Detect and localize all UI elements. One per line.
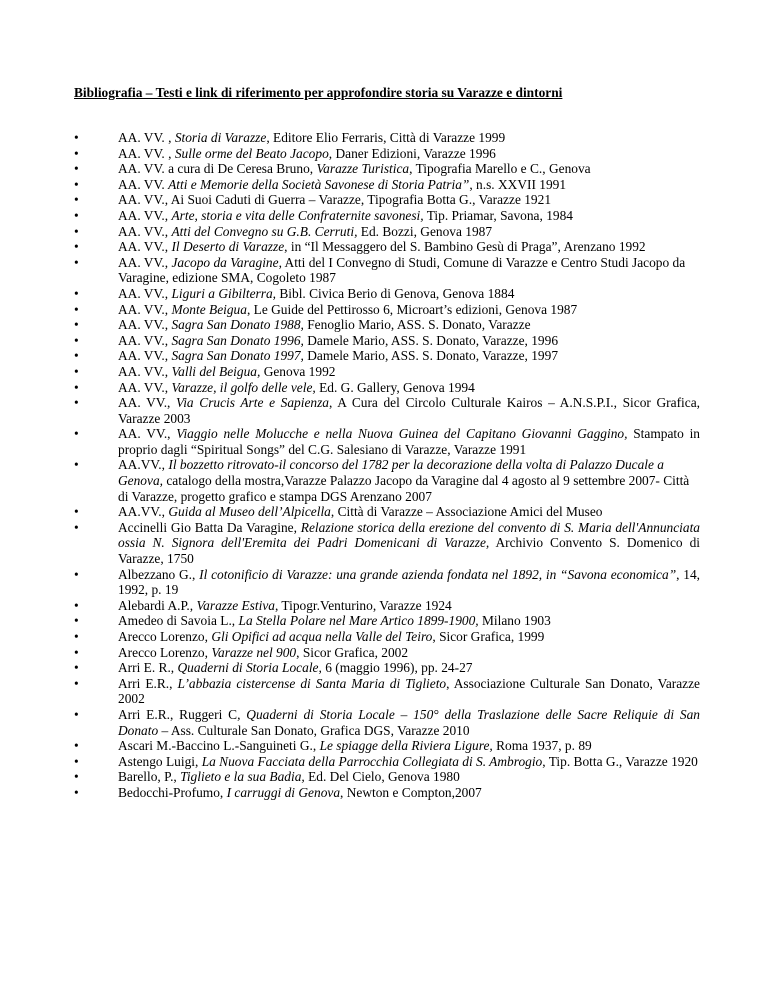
- bibliography-entry: [74, 333, 700, 349]
- entry-text: Arri E.R., Ruggeri C: [118, 706, 238, 722]
- entry-text: , Tipogr.Venturino, Varazze 1924: [274, 597, 452, 613]
- entry-text: Stampato in proprio dagli “Spiritual Songs” del C.G. Salesiano di Varazze, Varazze 1991: [118, 426, 700, 457]
- bibliography-entry: [74, 161, 700, 177]
- entry-text: Barello, P.,: [118, 769, 181, 785]
- bibliography-entry: [74, 130, 700, 146]
- entry-title: Atti del Convegno su G.B. Cerruti,: [171, 223, 358, 239]
- bibliography-entry: [74, 567, 700, 598]
- bibliography-entry: [74, 317, 700, 333]
- entry-text: AA. VV.,: [118, 348, 172, 364]
- entry-title: Viaggio nelle Molucche e nella Nuova Guinea del Capitano Giovanni Gaggino,: [176, 426, 628, 442]
- entry-title: , Quaderni di Storia Locale – 150° della Traslazione delle Sacre Reliquie di San Donato: [118, 706, 701, 738]
- entry-text: AA.VV.,: [118, 457, 169, 473]
- entry-text: Arri E. R.,: [118, 660, 178, 676]
- entry-text: , Sicor Grafica, 1999: [432, 629, 545, 644]
- document-title: Bibliografia – Testi e link di riferimento per approfondire storia su Varazze e dintorni: [74, 85, 563, 100]
- entry-text: , 14, 1992, p. 19: [118, 566, 701, 598]
- entry-title: Quaderni di Storia Locale,: [177, 660, 322, 676]
- entry-text: AA. VV.: [118, 176, 169, 192]
- bibliography-entry: [74, 192, 700, 208]
- entry-text: AA. VV.,: [118, 207, 172, 223]
- entry-title: Atti e Memorie della Società Savonese di Storia Patria”: [168, 176, 470, 192]
- entry-title: L’abbazia cistercense di Santa Maria di Tiglieto: [177, 675, 447, 691]
- bibliography-entry: [74, 380, 700, 396]
- bibliography-list: [74, 130, 700, 801]
- entry-text: Ed. G. Gallery, Genova 1994: [315, 379, 475, 395]
- entry-text: Fenoglio Mario, ASS. S. Donato, Varazze: [303, 317, 531, 333]
- entry-title: Sulle orme del Beato Jacopo: [174, 145, 329, 161]
- entry-title: Il bozzetto ritrovato-il concorso del 1782 per la decorazione della volta di Palazzo Ducale a Genova,: [118, 457, 664, 489]
- entry-title: Jacopo da Varagine: [171, 254, 279, 270]
- entry-text: AA. VV.,: [118, 332, 172, 348]
- entry-text: , Sicor Grafica, 2002: [296, 644, 409, 660]
- entry-text: AA.VV.,: [118, 504, 169, 520]
- bibliography-entry: [74, 224, 700, 240]
- entry-text: Alebardi A.P.,: [118, 597, 197, 613]
- entry-title: Storia di Varazze: [174, 130, 267, 145]
- entry-title: Varazze Estiva: [196, 597, 275, 613]
- entry-text: Ascari M.-Baccino L.-Sanguineti G.,: [118, 738, 320, 754]
- bibliography-entry: [74, 629, 700, 645]
- entry-text: catalogo della mostra,Varazze Palazzo Jacopo da Varagine dal 4 agosto al 9 settembre 2007- Città di Varazze, progetto grafico e stampa DGS Arenzano 2007: [118, 473, 690, 504]
- entry-text: Ed. Del Cielo, Genova 1980: [304, 769, 460, 785]
- entry-text: , in “Il Messaggero del S. Bambino Gesù di Praga”, Arenzano 1992: [284, 239, 646, 255]
- entry-text: Ed. Bozzi, Genova 1987: [357, 223, 493, 239]
- bibliography-entry: [74, 364, 700, 380]
- entry-text: Tip. Priamar, Savona, 1984: [423, 207, 573, 223]
- entry-title: Via Crucis Arte e Sapienza: [176, 395, 329, 411]
- bibliography-entry: [74, 286, 700, 302]
- entry-text: Archivio Convento S. Domenico di Varazze, 1750: [118, 535, 700, 567]
- entry-title: Gli Opifici ad acqua nella Valle del Teiro: [211, 629, 433, 644]
- bibliography-entry: [74, 769, 700, 785]
- entry-title: Valli del Beigua,: [171, 363, 261, 379]
- entry-text: , Le Guide del Pettirosso 6, Microart’s edizioni, Genova 1987: [246, 301, 578, 317]
- entry-text: Damele Mario, ASS. S. Donato, Varazze, 1996: [303, 332, 559, 348]
- bibliography-entry: [74, 754, 700, 770]
- entry-title: Sagra San Donato 1996,: [171, 332, 304, 348]
- entry-text: AA. VV. ,: [118, 130, 175, 145]
- bibliography-entry: [74, 613, 700, 629]
- entry-text: AA. VV.,: [118, 363, 172, 379]
- bibliography-entry: [74, 348, 700, 364]
- bibliography-entry: [74, 598, 700, 614]
- entry-text: Milano 1903: [478, 613, 551, 629]
- bibliography-entry: [74, 255, 700, 286]
- bibliography-entry: [74, 426, 700, 457]
- bibliography-entry: [74, 676, 700, 707]
- entry-text: Accinelli Gio Batta Da Varagine,: [118, 519, 301, 535]
- entry-text: , Città di Varazze – Associazione Amici del Museo: [330, 504, 603, 520]
- entry-text: AA. VV., Ai Suoi Caduti di Guerra – Varazze, Tipografia Botta G., Varazze 1921: [118, 192, 552, 208]
- entry-title: I carruggi di Genova: [226, 784, 341, 800]
- entry-text: , Tip. Botta G., Varazze 1920: [542, 753, 698, 769]
- entry-title: Varazze nel 900: [211, 644, 297, 660]
- entry-text: Roma 1937, p. 89: [492, 738, 592, 754]
- entry-title: Monte Beigua: [171, 301, 247, 317]
- entry-text: AA. VV.,: [118, 223, 172, 239]
- entry-text: , n.s. XXVII 1991: [469, 176, 567, 192]
- entry-text: Amedeo di Savoia L.,: [118, 613, 239, 629]
- entry-text: AA. VV.,: [118, 239, 172, 255]
- entry-text: AA. VV. ,: [118, 145, 175, 161]
- entry-text: AA. VV.,: [118, 285, 172, 301]
- entry-text: – Ass. Culturale San Donato, Grafica DGS, Varazze 2010: [158, 722, 470, 738]
- entry-text: AA. VV.,: [118, 254, 172, 270]
- entry-text: Damele Mario, ASS. S. Donato, Varazze, 1997: [303, 348, 559, 364]
- entry-text: Genova 1992: [260, 363, 336, 379]
- entry-title: Il Deserto di Varazze: [171, 239, 285, 255]
- entry-title: Il cotonificio di Varazze: una grande azienda fondata nel 1892, in “Savona economica”: [199, 566, 677, 582]
- entry-text: Arri E.R.,: [118, 675, 178, 691]
- bibliography-entry: [74, 208, 700, 224]
- entry-text: , Newton e Compton,2007: [340, 784, 482, 800]
- bibliography-entry: [74, 645, 700, 661]
- entry-title: Sagra San Donato 1988,: [171, 317, 304, 333]
- entry-text: AA. VV.,: [118, 317, 172, 333]
- bibliography-entry: [74, 395, 700, 426]
- entry-text: Arecco Lorenzo,: [118, 629, 212, 644]
- entry-text: Bibl. Civica Berio di Genova, Genova 1884: [276, 285, 515, 301]
- entry-text: AA. VV.,: [118, 426, 177, 442]
- entry-title: Liguri a Gibilterra,: [171, 285, 276, 301]
- bibliography-entry: [74, 302, 700, 318]
- entry-text: AA. VV.,: [118, 379, 172, 395]
- entry-text: 6 (maggio 1996), pp. 24-27: [321, 660, 473, 676]
- entry-text: , Tipografia Marello e C., Genova: [409, 161, 591, 177]
- entry-text: Bedocchi-Profumo,: [118, 784, 227, 800]
- bibliography-entry: [74, 457, 700, 504]
- entry-text: AA. VV.,: [118, 301, 172, 317]
- entry-text: Astengo Luigi,: [118, 753, 202, 769]
- entry-title: Varazze, il golfo delle vele,: [171, 379, 316, 395]
- entry-text: Albezzano G.,: [118, 566, 200, 582]
- entry-title: Sagra San Donato 1997,: [171, 348, 304, 364]
- bibliography-entry: [74, 504, 700, 520]
- bibliography-entry: [74, 177, 700, 193]
- entry-text: , Associazione Culturale San Donato, Varazze 2002: [118, 675, 700, 707]
- bibliography-entry: [74, 738, 700, 754]
- bibliography-entry: [74, 785, 700, 801]
- entry-text: Arecco Lorenzo,: [118, 644, 212, 660]
- bibliography-entry: [74, 520, 700, 567]
- entry-text: , Editore Elio Ferraris, Città di Varazze 1999: [266, 130, 506, 145]
- entry-title: La Nuova Facciata della Parrocchia Collegiata di S. Ambrogio: [201, 753, 543, 769]
- bibliography-entry: [74, 660, 700, 676]
- entry-title: Le spiagge della Riviera Ligure,: [319, 738, 493, 754]
- bibliography-entry: [74, 239, 700, 255]
- entry-text: AA. VV.,: [118, 395, 177, 411]
- entry-title: Relazione storica della erezione del convento di S. Maria dell'Annunciata ossia N. Signora dell'Eremita dei Padri Domenicani di Varazze,: [118, 519, 701, 551]
- entry-text: , Atti del I Convegno di Studi, Comune di Varazze e Centro Studi Jacopo da Varagine, edizione SMA, Cogoleto 1987: [118, 254, 686, 286]
- entry-text: AA. VV. a cura di De Ceresa Bruno,: [118, 161, 317, 177]
- entry-title: Tiglieto e la sua Badia,: [180, 769, 305, 785]
- entry-text: , Daner Edizioni, Varazze 1996: [328, 145, 496, 161]
- bibliography-entry: [74, 146, 700, 162]
- entry-title: Arte, storia e vita delle Confraternite savonesi,: [171, 207, 424, 223]
- entry-title: Guida al Museo dell’Alpicella: [168, 504, 331, 520]
- entry-title: Varazze Turistica: [316, 161, 410, 177]
- bibliography-entry: [74, 707, 700, 738]
- entry-text: , A Cura del Circolo Culturale Kairos – A.N.S.P.I., Sicor Grafica, Varazze 2003: [118, 395, 700, 426]
- entry-title: La Stella Polare nel Mare Artico 1899-1900,: [238, 613, 479, 629]
